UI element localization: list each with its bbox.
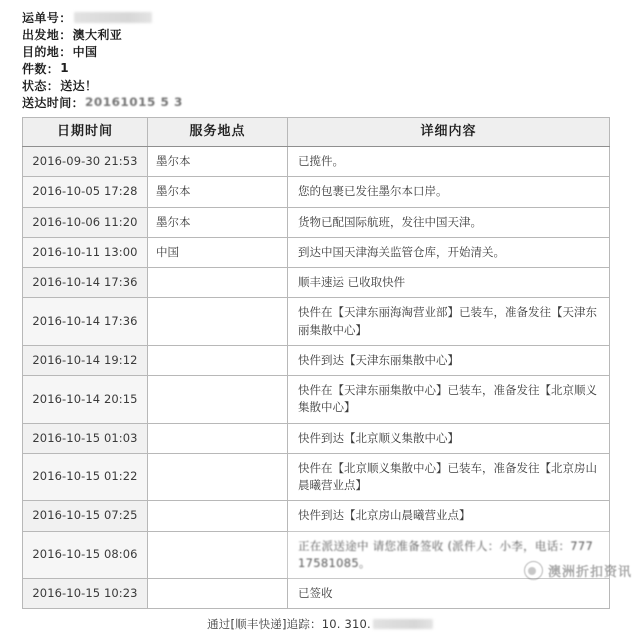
- summary-label: 出发地：: [22, 27, 72, 42]
- cell-detail: 到达中国天津海关监管仓库，开始清关。: [288, 237, 610, 267]
- cell-location: [148, 501, 288, 531]
- table-row: [23, 579, 610, 609]
- footer-tracking-redaction: [373, 619, 433, 629]
- footer-tracking-number: 10. 310.: [321, 617, 371, 632]
- table-row: [23, 177, 610, 207]
- watermark-label: 澳洲折扣资讯: [547, 565, 632, 580]
- column-header-datetime: 日期时间: [23, 118, 148, 147]
- table-row: [23, 453, 610, 501]
- footer-tracking-prefix: 通过[顺丰快递]追踪：: [207, 617, 322, 632]
- table-row: [23, 207, 610, 237]
- summary-row: [22, 26, 640, 42]
- cell-datetime: 2016-10-14 17:36: [23, 298, 148, 346]
- summary-label: 送达时间：: [22, 95, 85, 110]
- cell-datetime: 2016-10-14 19:12: [23, 345, 148, 375]
- summary-row: [22, 9, 640, 25]
- cell-location: [148, 453, 288, 501]
- summary-label: 件数：: [22, 61, 60, 76]
- summary-row: [22, 43, 640, 59]
- cell-detail: 正在派送途中 请您准备签收 (派件人：小李，电话：77717581085。: [288, 531, 610, 579]
- cell-datetime: 2016-10-06 11:20: [23, 207, 148, 237]
- summary-row: [22, 60, 640, 76]
- cell-datetime: 2016-09-30 21:53: [23, 147, 148, 177]
- table-row: [23, 501, 610, 531]
- summary-value: 澳大利亚: [72, 27, 123, 42]
- summary-value: 中国: [72, 44, 98, 59]
- summary-label: 目的地：: [22, 44, 72, 59]
- cell-detail: 已揽件。: [288, 147, 610, 177]
- cell-location: [148, 268, 288, 298]
- summary-row: [22, 77, 640, 93]
- cell-location: [148, 298, 288, 346]
- cell-location: [148, 423, 288, 453]
- cell-datetime: 2016-10-15 07:25: [23, 501, 148, 531]
- cell-datetime: 2016-10-14 17:36: [23, 268, 148, 298]
- cell-location: [148, 376, 288, 424]
- cell-datetime: 2016-10-14 20:15: [23, 376, 148, 424]
- table-row: [23, 298, 610, 346]
- summary-label: 运单号：: [22, 10, 72, 25]
- summary-value: 送达！: [60, 78, 98, 93]
- cell-datetime: 2016-10-15 10:23: [23, 579, 148, 609]
- cell-detail: 快件到达【北京顺义集散中心】: [288, 423, 610, 453]
- summary-label: 状态：: [22, 78, 60, 93]
- cell-datetime: 2016-10-15 01:22: [23, 453, 148, 501]
- cell-location: 墨尔本: [148, 147, 288, 177]
- table-row: [23, 268, 610, 298]
- cell-location: 中国: [148, 237, 288, 267]
- summary-value: 20161015 5 3: [85, 95, 183, 109]
- cell-location: 墨尔本: [148, 177, 288, 207]
- cell-detail: 快件在【天津东丽海淘营业部】已装车，准备发往【天津东丽集散中心】: [288, 298, 610, 346]
- column-header-location: 服务地点: [148, 118, 288, 147]
- cell-location: [148, 531, 288, 579]
- table-row: [23, 423, 610, 453]
- table-row: [23, 531, 610, 579]
- cell-detail: 您的包裹已发往墨尔本口岸。: [288, 177, 610, 207]
- table-row: [23, 345, 610, 375]
- cell-detail: 货物已配国际航班，发往中国天津。: [288, 207, 610, 237]
- summary-row: [22, 94, 640, 110]
- shipment-summary: [0, 0, 640, 110]
- tracking-table-container: [22, 117, 610, 609]
- cell-datetime: 2016-10-15 01:03: [23, 423, 148, 453]
- table-row: [23, 147, 610, 177]
- footer-tracking-note: [0, 616, 640, 632]
- cell-detail: 已签收: [288, 579, 610, 609]
- column-header-detail: 详细内容: [288, 118, 610, 147]
- cell-detail: 快件在【天津东丽集散中心】已装车，准备发往【北京顺义集散中心】: [288, 376, 610, 424]
- cell-datetime: 2016-10-11 13:00: [23, 237, 148, 267]
- cell-location: [148, 579, 288, 609]
- cell-detail: 快件在【北京顺义集散中心】已装车，准备发往【北京房山晨曦营业点】: [288, 453, 610, 501]
- cell-detail: 快件到达【北京房山晨曦营业点】: [288, 501, 610, 531]
- wechat-account-logo-icon: [524, 561, 543, 580]
- watermark: [524, 561, 632, 580]
- tracking-table-body: [23, 147, 610, 609]
- tracking-table-head: [23, 118, 610, 147]
- table-row: [23, 376, 610, 424]
- table-header-row: [23, 118, 610, 147]
- summary-value: 1: [60, 61, 69, 75]
- cell-location: 墨尔本: [148, 207, 288, 237]
- tracking-table: [22, 117, 610, 609]
- table-row: [23, 237, 610, 267]
- summary-value-redaction: [74, 12, 152, 23]
- cell-detail: 顺丰速运 已收取快件: [288, 268, 610, 298]
- cell-datetime: 2016-10-05 17:28: [23, 177, 148, 207]
- cell-location: [148, 345, 288, 375]
- cell-detail: 快件到达【天津东丽集散中心】: [288, 345, 610, 375]
- cell-datetime: 2016-10-15 08:06: [23, 531, 148, 579]
